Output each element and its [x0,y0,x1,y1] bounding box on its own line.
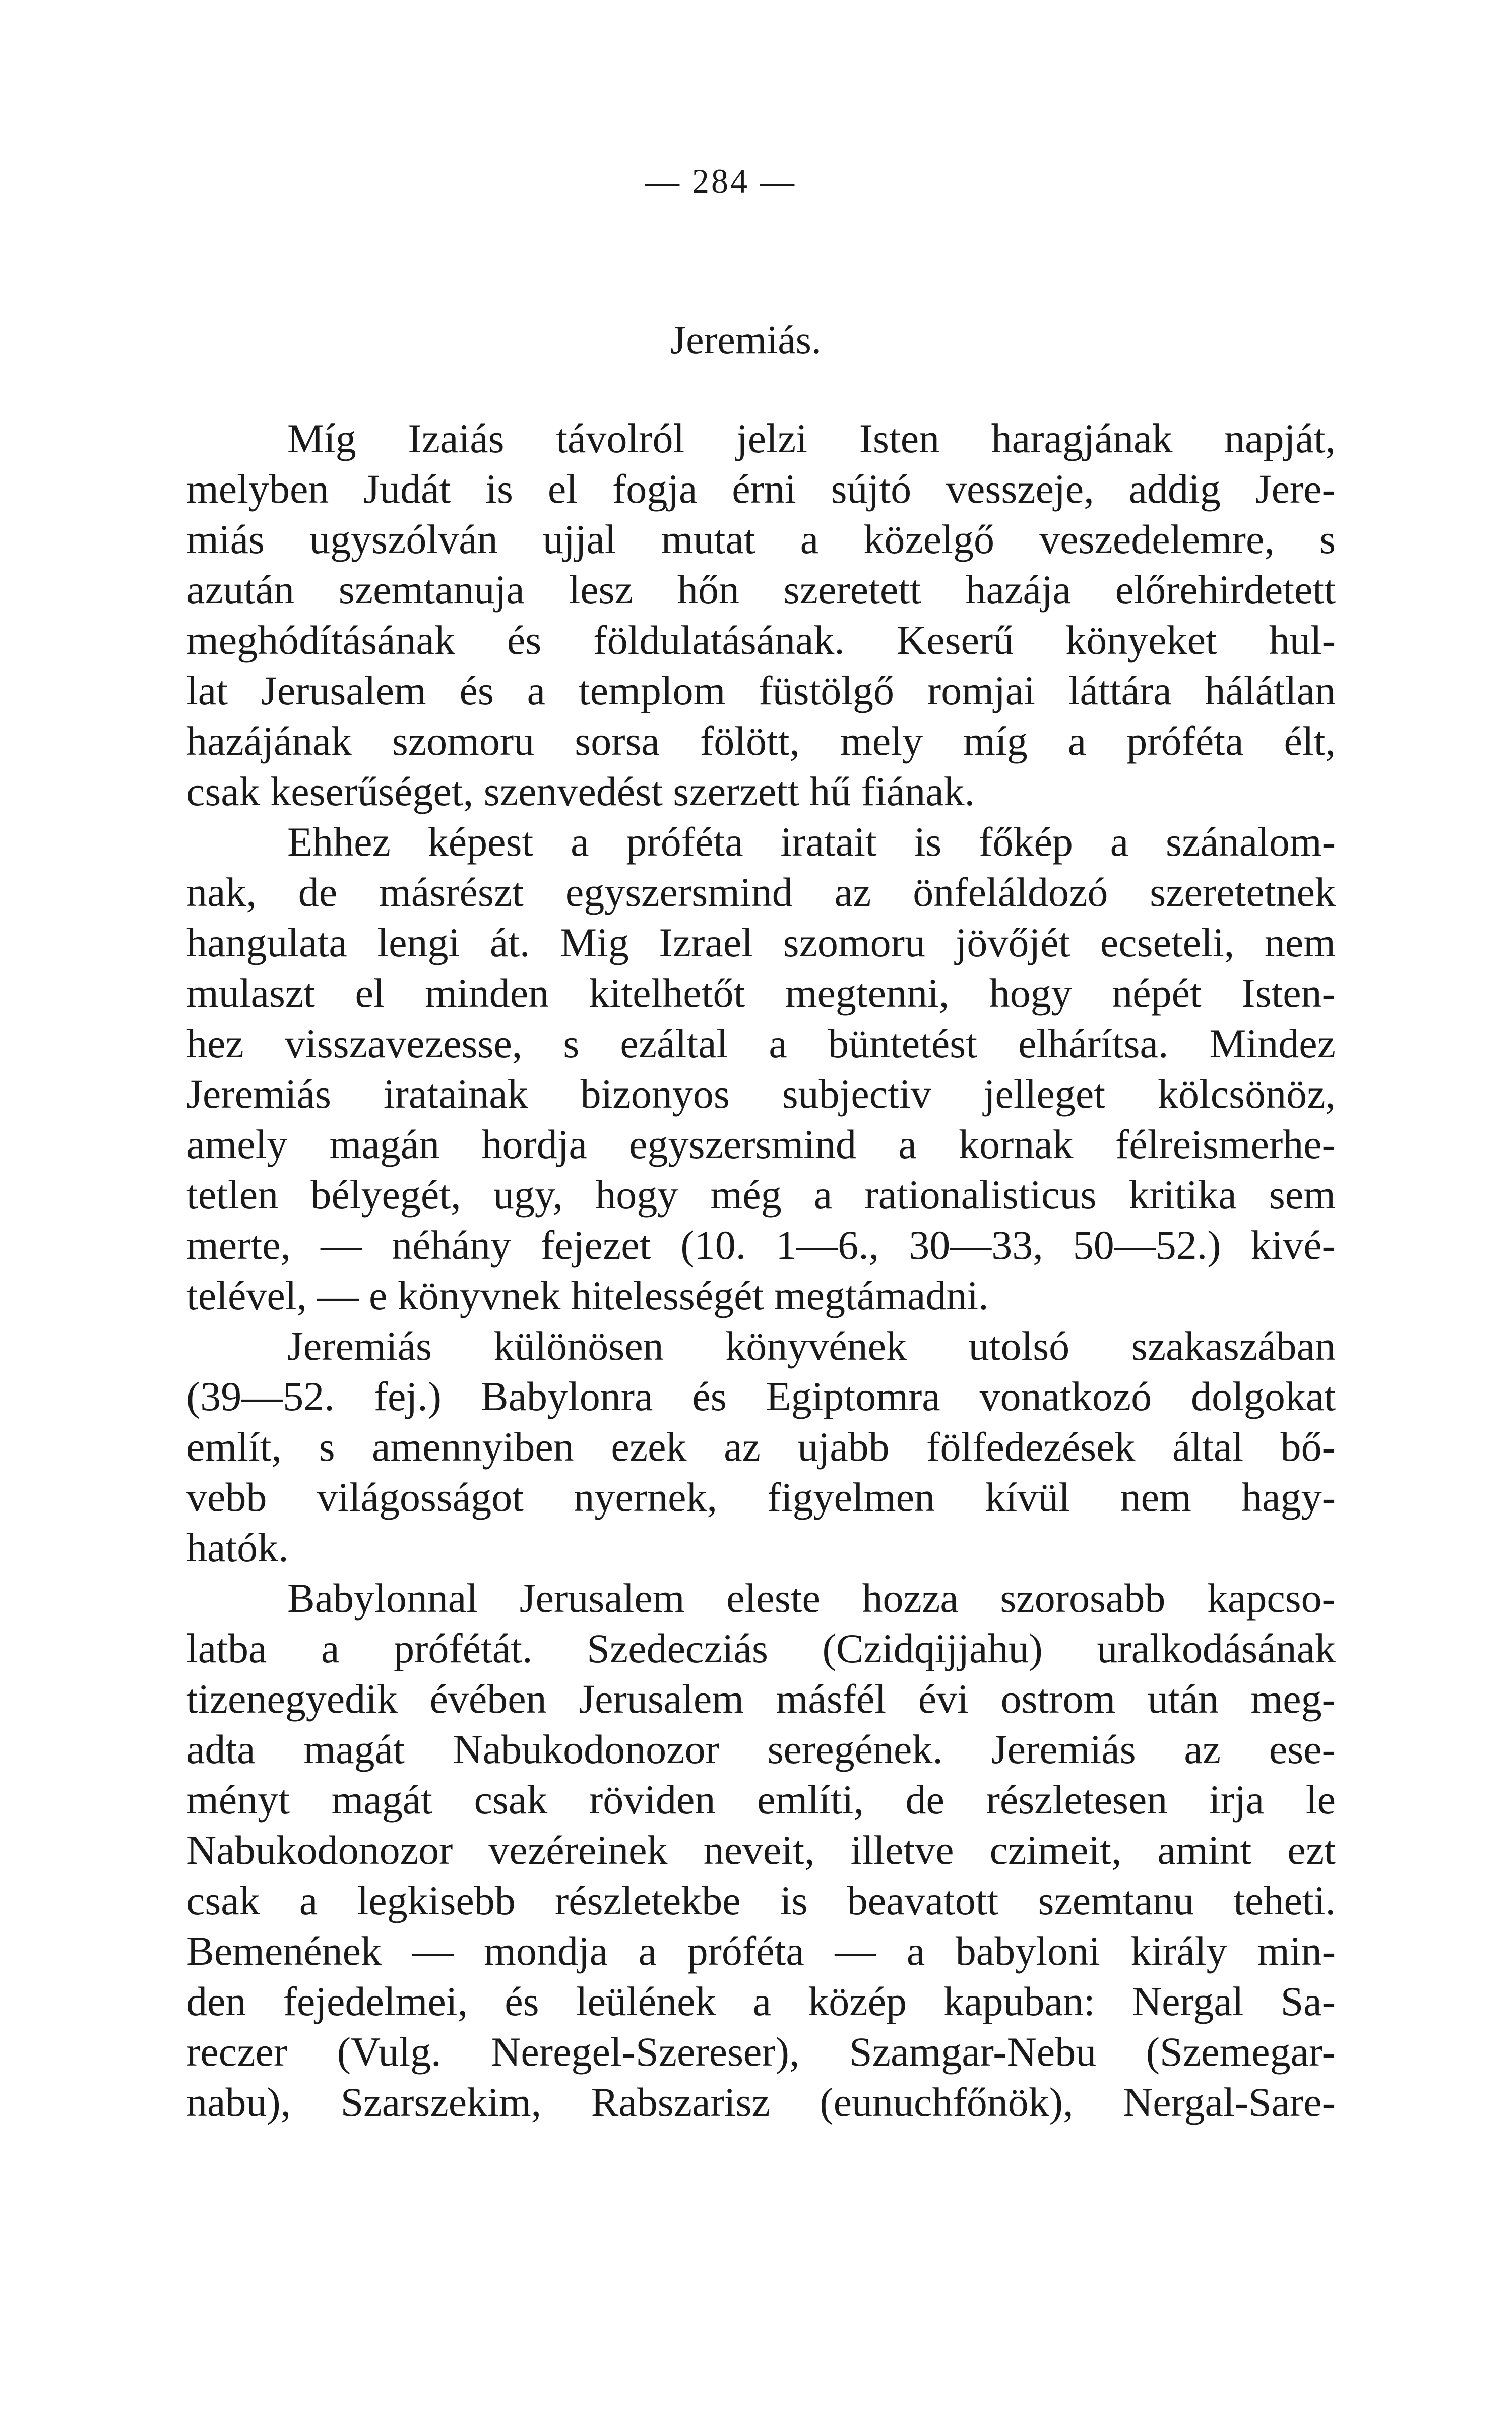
text-line: Ehhez képest a próféta iratait is főkép a szánalom- [287,819,1336,865]
text-line: adta magát Nabukodonozor seregének. Jeremiás az ese- [186,1726,1336,1772]
text-line: latba a prófétát. Szedecziás (Czidqijjahu) uralkodásának [186,1625,1336,1671]
text-line: Míg Izaiás távolról jelzi Isten haragjának napját, [287,415,1336,461]
text-line: hangulata lengi át. Mig Izrael szomoru jövőjét ecseteli, nem [186,920,1336,965]
text-line: tetlen bélyegét, ugy, hogy még a rationalisticus kritika sem [186,1172,1336,1218]
text-line: melyben Judát is el fogja érni sújtó vesszeje, addig Jere- [186,466,1336,512]
text-line: Babylonnal Jerusalem eleste hozza szorosabb kapcso- [287,1575,1336,1621]
text-line: azután szemtanuja lesz hőn szeretett hazája előrehirdetett [186,567,1336,613]
text-line: (39—52. fej.) Babylonra és Egiptomra vonatkozó dolgokat [186,1373,1336,1419]
text-line: Bemenének — mondja a próféta — a babyloni király min- [186,1928,1336,1974]
text-line: reczer (Vulg. Neregel-Szereser), Szamgar-Nebu (Szemegar- [186,2029,1336,2075]
text-line: telével, — e könyvnek hitelességét megtámadni. [186,1273,989,1318]
text-line: mulaszt el minden kitelhetőt megtenni, hogy népét Isten- [186,970,1336,1016]
text-line: Jeremiás iratainak bizonyos subjectiv jelleget kölcsönöz, [186,1071,1336,1117]
text-line: den fejedelmei, és leülének a közép kapuban: Nergal Sa- [186,1978,1336,2024]
text-line: lat Jerusalem és a templom füstölgő romjai láttára hálátlan [186,668,1336,713]
chapter-heading: Jeremiás. [670,318,822,362]
text-line: hatók. [186,1525,289,1570]
text-line: meghódításának és földulatásának. Keserű könyeket hul- [186,617,1336,663]
text-line: csak keserűséget, szenvedést szerzett hű fiának. [186,768,975,814]
text-line: hazájának szomoru sorsa fölött, mely míg a próféta élt, [186,718,1336,764]
text-line: miás ugyszólván ujjal mutat a közelgő veszedelemre, s [186,516,1336,562]
text-line: merte, — néhány fejezet (10. 1—6., 30—33, 50—52.) kivé- [186,1222,1336,1268]
text-line: vebb világosságot nyernek, figyelmen kívül nem hagy- [186,1474,1336,1520]
text-line: Nabukodonozor vezéreinek neveit, illetve czimeit, amint ezt [186,1827,1336,1873]
text-line: nak, de másrészt egyszersmind az önfeláldozó szeretetnek [186,869,1336,915]
text-line: nabu), Szarszekim, Rabszarisz (eunuchfőnök), Nergal-Sare- [186,2079,1336,2125]
text-line: hez visszavezesse, s ezáltal a büntetést elhárítsa. Mindez [186,1020,1336,1066]
text-line: ményt magát csak röviden említi, de részletesen irja le [186,1777,1336,1823]
page-number: — 284 — [645,162,796,200]
text-line: csak a legkisebb részletekbe is beavatott szemtanu teheti. [186,1878,1336,1923]
text-line: tizenegyedik évében Jerusalem másfél évi ostrom után meg- [186,1676,1336,1722]
text-line: Jeremiás különösen könyvének utolsó szakaszában [287,1323,1336,1369]
text-line: említ, s amennyiben ezek az ujabb fölfedezések által bő- [186,1424,1336,1470]
text-line: amely magán hordja egyszersmind a kornak félreismerhe- [186,1121,1336,1167]
